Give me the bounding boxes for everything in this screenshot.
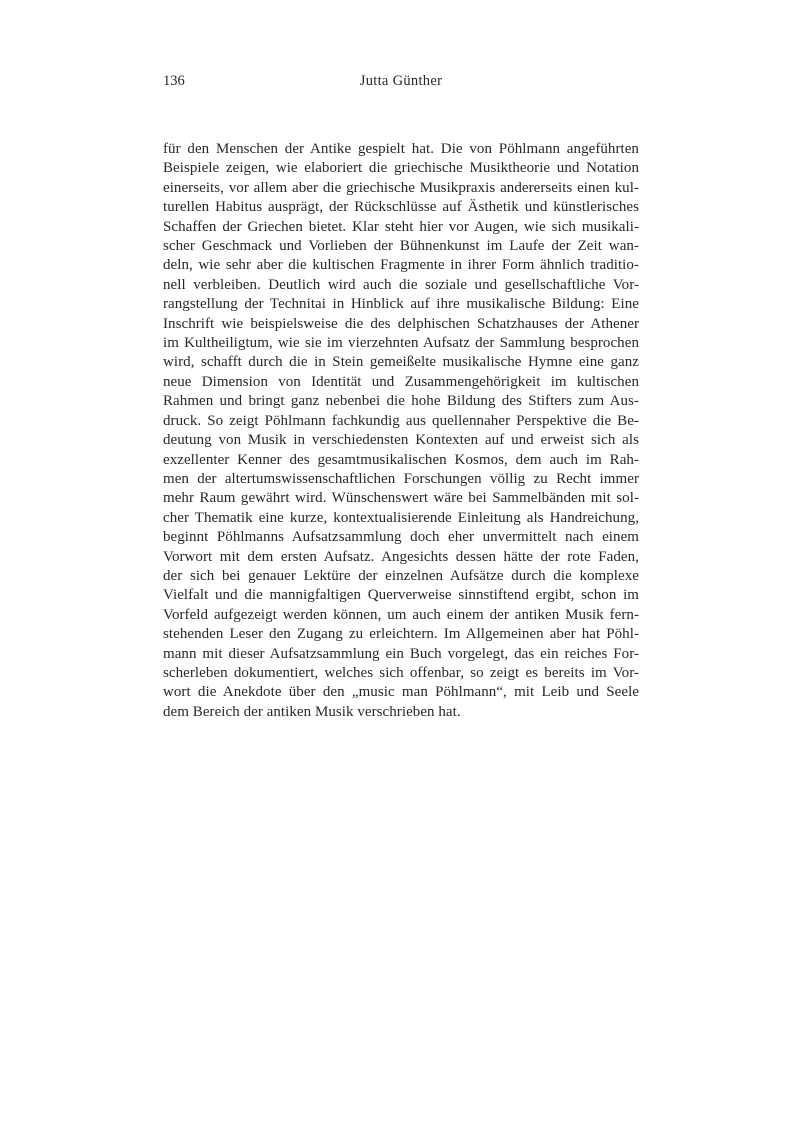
text-line: cher Thematik eine kurze, kontextualisierende Einleitung als Handreichung,	[163, 509, 639, 526]
text-line: Vielfalt und die mannigfaltigen Querverweise sinnstiftend ergibt, schon im	[163, 587, 639, 604]
text-line: Inschrift wie beispielsweise die des delphischen Schatzhauses der Athener	[163, 315, 639, 332]
text-line: Vorwort mit dem ersten Aufsatz. Angesichts dessen hätte der rote Faden,	[163, 548, 639, 565]
text-line: Schaffen der Griechen bietet. Klar steht hier vor Augen, wie sich musikali-	[163, 218, 639, 235]
text-line: Beispiele zeigen, wie elaboriert die griechische Musiktheorie und Notation	[163, 160, 639, 177]
text-line: men der altertumswissenschaftlichen Forschungen völlig zu Recht immer	[163, 470, 639, 487]
body-text	[163, 140, 639, 722]
text-line: stehenden Leser den Zugang zu erleichtern. Im Allgemeinen aber hat Pöhl-	[163, 626, 639, 643]
text-line: nell verbleiben. Deutlich wird auch die soziale und gesellschaftliche Vor-	[163, 276, 639, 293]
text-line: scherleben dokumentiert, welches sich offenbar, so zeigt es bereits im Vor-	[163, 664, 639, 681]
text-line: mehr Raum gewährt wird. Wünschenswert wäre bei Sammelbänden mit sol-	[163, 490, 639, 507]
text-line: neue Dimension von Identität und Zusammengehörigkeit im kultischen	[163, 373, 639, 390]
text-line: dem Bereich der antiken Musik verschrieben hat.	[163, 703, 461, 720]
text-line: scher Geschmack und Vorlieben der Bühnenkunst im Laufe der Zeit wan-	[163, 238, 639, 255]
text-line: wird, schafft durch die in Stein gemeißelte musikalische Hymne eine ganz	[163, 354, 639, 371]
text-line: deln, wie sehr aber die kultischen Fragmente in ihrer Form ähnlich traditio-	[163, 257, 639, 274]
text-line: deutung von Musik in verschiedensten Kontexten auf und erweist sich als	[163, 432, 639, 449]
text-line: einerseits, vor allem aber die griechische Musikpraxis andererseits einen kul-	[163, 179, 639, 196]
text-line: im Kultheiligtum, wie sie im vierzehnten Aufsatz der Sammlung besprochen	[163, 335, 639, 352]
running-head: Jutta Günther	[359, 73, 443, 89]
text-line: beginnt Pöhlmanns Aufsatzsammlung doch eher unvermittelt nach einem	[163, 529, 639, 546]
text-line: Rahmen und bringt ganz nebenbei die hohe Bildung des Stifters zum Aus-	[163, 393, 639, 410]
text-line: exzellenter Kenner des gesamtmusikalischen Kosmos, dem auch im Rah-	[163, 451, 639, 468]
text-line: der sich bei genauer Lektüre der einzelnen Aufsätze durch die komplexe	[163, 567, 639, 584]
text-line: wort die Anekdote über den „music man Pöhlmann“, mit Leib und Seele	[163, 684, 639, 701]
text-line: mann mit dieser Aufsatzsammlung ein Buch vorgelegt, das ein reiches For-	[163, 645, 639, 662]
text-line: druck. So zeigt Pöhlmann fachkundig aus quellennaher Perspektive die Be-	[163, 412, 639, 429]
text-line: turellen Habitus ausprägt, der Rückschlüsse auf Ästhetik und künstlerisches	[163, 199, 639, 216]
text-line: rangstellung der Technitai in Hinblick auf ihre musikalische Bildung: Eine	[163, 296, 639, 313]
page-number: 136	[163, 73, 185, 89]
page-header	[163, 71, 639, 91]
text-line: für den Menschen der Antike gespielt hat. Die von Pöhlmann angeführten	[163, 141, 639, 157]
text-line: Vorfeld aufgezeigt werden können, um auch einem der antiken Musik fern-	[163, 606, 639, 623]
